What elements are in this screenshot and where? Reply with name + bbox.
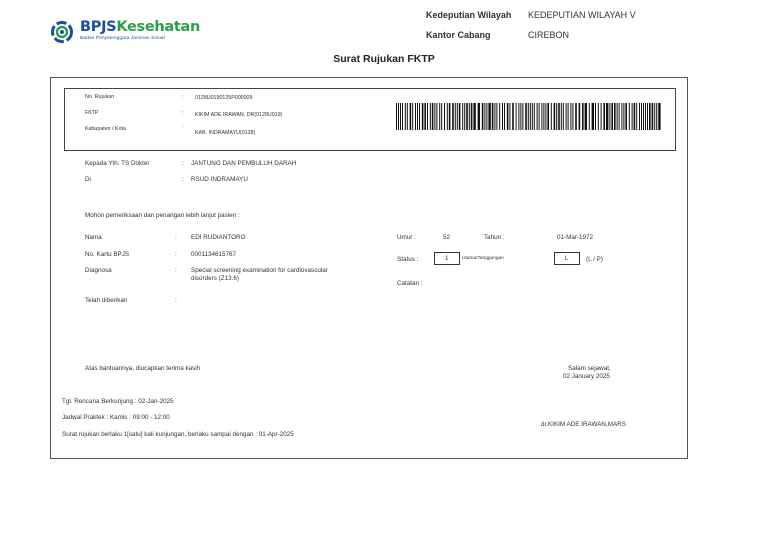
logo-wordmark bbox=[80, 19, 200, 35]
kartu-value: 0001134615767 bbox=[191, 251, 237, 258]
status-desc: Utama/Tanggungan bbox=[462, 256, 504, 261]
thanks-text: Atas bantuannya, diucapkan terima kasih bbox=[85, 365, 201, 372]
diagnosa-line-2: disorders (Z13.6) bbox=[191, 275, 239, 282]
di-label: Di bbox=[85, 176, 91, 183]
kabupaten-colon: : bbox=[182, 124, 184, 130]
kabupaten-value: KAB. INDRAMAYU(0128) bbox=[195, 130, 256, 136]
jadwal-praktek: Jadwal Praktek : Kamis : 09:00 - 12:00 bbox=[62, 414, 170, 421]
doctor-name: dr.KIKIM ADE IRAWAN,MARS bbox=[541, 421, 626, 428]
status-value: 1 bbox=[445, 255, 449, 262]
wilayah-label: Kedeputian Wilayah bbox=[426, 10, 512, 20]
fktp-label: FKTP bbox=[85, 110, 99, 116]
fktp-value: KIKIM ADE IRAWAN, DR(0128U019) bbox=[195, 112, 283, 118]
nama-value: EDI RUDIANTORO bbox=[191, 234, 246, 241]
cabang-label: Kantor Cabang bbox=[426, 30, 491, 40]
rencana-berkunjung: Tgl. Rencana Berkunjung : 02-Jan-2025 bbox=[62, 398, 174, 405]
fktp-colon: : bbox=[182, 110, 184, 116]
logo-brand-kesehatan: Kesehatan bbox=[116, 19, 201, 35]
berlaku-text: Surat rujukan berlaku 1[satu] kali kunjungan, berlaku sampai dengan : 01-Apr-2025 bbox=[62, 431, 294, 438]
bpjs-logo-icon bbox=[51, 21, 73, 43]
di-colon: : bbox=[182, 176, 184, 183]
kepada-label: Kepada Yth. TS Dokter bbox=[85, 160, 150, 167]
kartu-colon: : bbox=[175, 251, 177, 258]
cabang-value: CIREBON bbox=[528, 30, 570, 40]
wilayah-value: KEDEPUTIAN WILAYAH V bbox=[528, 10, 636, 20]
request-text: Mohon pemeriksaan dan penangan lebih lanjut pasien : bbox=[85, 212, 240, 219]
umur-value: 52 bbox=[443, 234, 451, 241]
catatan-label: Catatan : bbox=[397, 280, 423, 287]
kepada-colon: : bbox=[182, 160, 184, 167]
umur-label: Umur : bbox=[397, 234, 416, 241]
logo-brand-bpjs: BPJS bbox=[80, 19, 117, 35]
tahun-label: Tahun : bbox=[484, 234, 505, 241]
diberikan-label: Telah diberikan bbox=[85, 297, 128, 304]
barcode-icon bbox=[396, 103, 661, 130]
diagnosa-colon: : bbox=[175, 267, 177, 274]
nama-colon: : bbox=[175, 234, 177, 241]
kepada-value: JANTUNG DAN PEMBULUH DARAH bbox=[191, 160, 297, 167]
salam-text: Salam sejawat, bbox=[568, 365, 611, 372]
sex-desc: (L / P) bbox=[586, 256, 603, 263]
sex-value: L bbox=[565, 255, 569, 262]
dob-value: 01-Mar-1972 bbox=[557, 234, 594, 241]
kartu-label: No. Kartu BPJS bbox=[85, 251, 130, 258]
diberikan-colon: : bbox=[175, 297, 177, 304]
no-rujukan-value: 0128U0190125P000009 bbox=[195, 95, 253, 101]
logo-subtitle: Badan Penyelenggara Jaminan Sosial bbox=[80, 36, 165, 41]
kabupaten-label: Kabupaten / Kota bbox=[85, 126, 126, 132]
diagnosa-label: Diagnosa bbox=[85, 267, 112, 274]
diagnosa-line-1: Special screening examination for cardiovascular bbox=[191, 267, 328, 274]
di-value: RSUD INDRAMAYU bbox=[191, 176, 248, 183]
letter-date: 02 January 2025 bbox=[563, 373, 610, 380]
status-label: Status : bbox=[397, 256, 419, 263]
no-rujukan-colon: : bbox=[182, 94, 184, 100]
document-title: Surat Rujukan FKTP bbox=[333, 53, 435, 65]
nama-label: Nama bbox=[85, 234, 102, 241]
no-rujukan-label: No. Rujukan bbox=[85, 94, 115, 100]
